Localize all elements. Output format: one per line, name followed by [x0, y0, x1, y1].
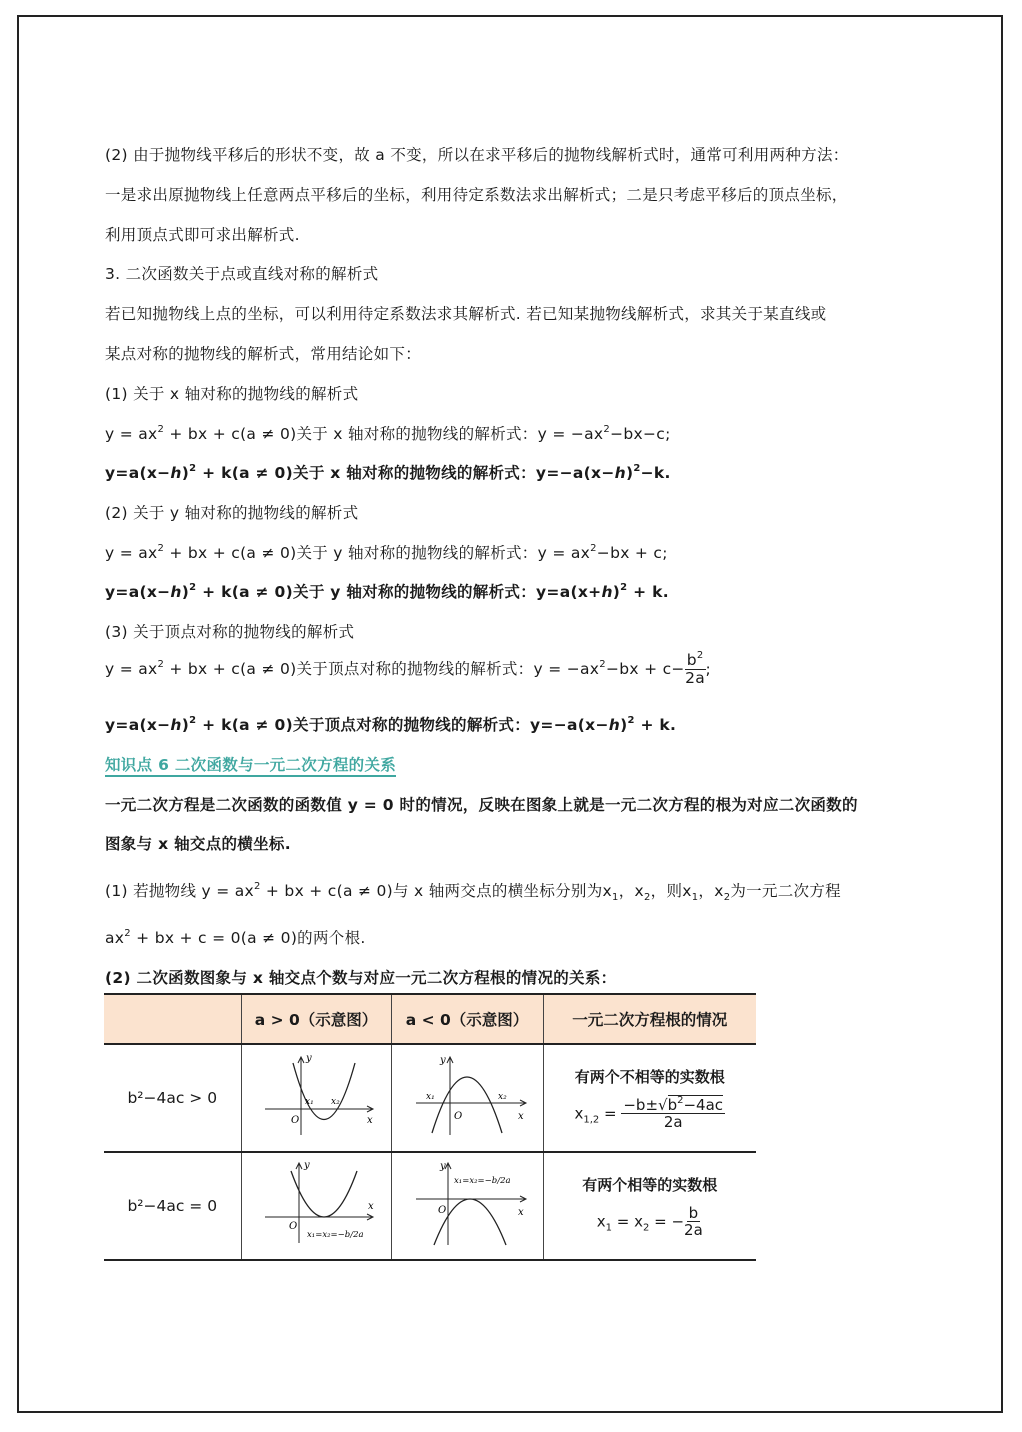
- table-header: a > 0（示意图）: [241, 994, 391, 1044]
- table-cell-result: [543, 1044, 756, 1152]
- paragraph-line: 某点对称的抛物线的解析式，常用结论如下：: [105, 345, 422, 363]
- case-title: (2) 关于 y 轴对称的抛物线的解析式: [105, 504, 359, 522]
- formula-line: $ax^2$ + bx + c = 0(a ≠ 0)的两个根.: [105, 928, 366, 947]
- paragraph-line: 图象与 x 轴交点的横坐标.: [105, 835, 291, 853]
- double-root-formula: $x_1 = x_2$ = − $\frac{b}{2a}$: [596, 1203, 703, 1239]
- table-cell-graph: [241, 1152, 391, 1260]
- table-cell-graph: [391, 1044, 543, 1152]
- table-cell-graph: [391, 1152, 543, 1260]
- formula-line: $y=a(x-h)^2 + k(a \ne 0)$关于 x 轴对称的抛物线的解析式：$y=-a(x-h)^2-k$.: [105, 463, 671, 482]
- formula-line: $y = ax^2$ + bx + c(a ≠ 0)关于 y 轴对称的抛物线的解析式：$y = ax^2-bx + c$;: [105, 543, 668, 562]
- paragraph-line: 一元二次方程是二次函数的函数值 y = 0 时的情况，反映在图象上就是一元二次方程的根为对应二次函数的: [105, 796, 858, 814]
- formula-line: $y = ax^2$ + bx + c(a ≠ 0)关于 x 轴对称的抛物线的解析式：$y = -ax^2-bx-c$;: [105, 424, 671, 443]
- svg-text:x: x: [518, 1207, 524, 1218]
- svg-text:x: x: [367, 1115, 373, 1126]
- formula-line: $y = ax^2$ + bx + c(a ≠ 0)关于顶点对称的抛物线的解析式：$y = -ax^2-bx + c-$ $\frac{b^2}{2a}$ ;: [105, 650, 712, 688]
- case-title: (3) 关于顶点对称的抛物线的解析式: [105, 623, 355, 641]
- svg-text:O: O: [454, 1111, 463, 1122]
- svg-text:x: x: [518, 1111, 524, 1122]
- svg-text:O: O: [438, 1205, 447, 1216]
- formula-line: $y=a(x-h)^2 + k(a \ne 0)$关于顶点对称的抛物线的解析式：$y=-a(x-h)^2 + k$.: [105, 715, 677, 734]
- parabola-down-two-roots-graph: [402, 1051, 532, 1141]
- svg-text:x₁: x₁: [305, 1097, 314, 1107]
- parabola-down-double-root-graph: [402, 1159, 532, 1249]
- svg-text:x₁=x₂=−b/2a: x₁=x₂=−b/2a: [454, 1176, 511, 1186]
- svg-text:O: O: [289, 1221, 298, 1232]
- svg-text:y: y: [440, 1055, 446, 1066]
- table-header: [104, 994, 241, 1044]
- formula-line: (1) 若抛物线 $y = ax^2$ + bx + c(a ≠ 0)与 x 轴两交点的横坐标分别为$x_1$，$x_2$，则$x_1$，$x_2$为一元二次方程: [105, 881, 841, 903]
- parabola-up-double-root-graph: [251, 1159, 381, 1249]
- parabola-up-two-roots-graph: [251, 1051, 381, 1141]
- paragraph-line: 若已知抛物线上点的坐标，可以利用待定系数法求其解析式. 若已知某抛物线解析式，求其关于某直线或: [105, 305, 827, 323]
- svg-text:y: y: [304, 1160, 310, 1171]
- paragraph-line: 利用顶点式即可求出解析式.: [105, 226, 300, 244]
- roots-table: [104, 993, 756, 1261]
- svg-text:x₂: x₂: [498, 1092, 507, 1102]
- table-header: a < 0（示意图）: [391, 994, 543, 1044]
- svg-text:x₁=x₂=−b/2a: x₁=x₂=−b/2a: [307, 1230, 364, 1240]
- knowledge-point-heading: 知识点 6 二次函数与一元二次方程的关系: [105, 753, 396, 775]
- case-title: (1) 关于 x 轴对称的抛物线的解析式: [105, 385, 359, 403]
- paragraph-line: (2) 二次函数图象与 x 轴交点个数与对应一元二次方程根的情况的关系：: [105, 969, 617, 987]
- paragraph-line: 一是求出原抛物线上任意两点平移后的坐标，利用待定系数法求出解析式；二是只考虑平移后的顶点坐标，: [105, 186, 848, 204]
- table-cell-graph: [241, 1044, 391, 1152]
- quadratic-formula: $x_{1,2}$ = $\frac{-b\pm√b^2-4ac}{2a}$: [574, 1094, 724, 1131]
- svg-text:y: y: [306, 1053, 312, 1064]
- svg-text:O: O: [291, 1115, 300, 1126]
- svg-text:x₁: x₁: [426, 1092, 435, 1102]
- section-title: 3. 二次函数关于点或直线对称的解析式: [105, 265, 379, 283]
- root-case-text: 有两个不相等的实数根: [574, 1067, 725, 1086]
- table-cell-condition: b²−4ac = 0: [104, 1152, 241, 1260]
- svg-text:x₂: x₂: [331, 1097, 340, 1107]
- table-cell-condition: b²−4ac > 0: [104, 1044, 241, 1152]
- paragraph-line: (2) 由于抛物线平移后的形状不变，故 a 不变，所以在求平移后的抛物线解析式时，通常可利用两种方法：: [105, 146, 849, 164]
- table-header: 一元二次方程根的情况: [543, 994, 756, 1044]
- svg-text:x: x: [368, 1201, 374, 1212]
- svg-text:y: y: [440, 1161, 446, 1172]
- root-case-text: 有两个相等的实数根: [582, 1175, 718, 1194]
- table-cell-result: [543, 1152, 756, 1260]
- formula-line: $y=a(x-h)^2 + k(a \ne 0)$关于 y 轴对称的抛物线的解析式：$y=a(x+h)^2 + k$.: [105, 582, 669, 601]
